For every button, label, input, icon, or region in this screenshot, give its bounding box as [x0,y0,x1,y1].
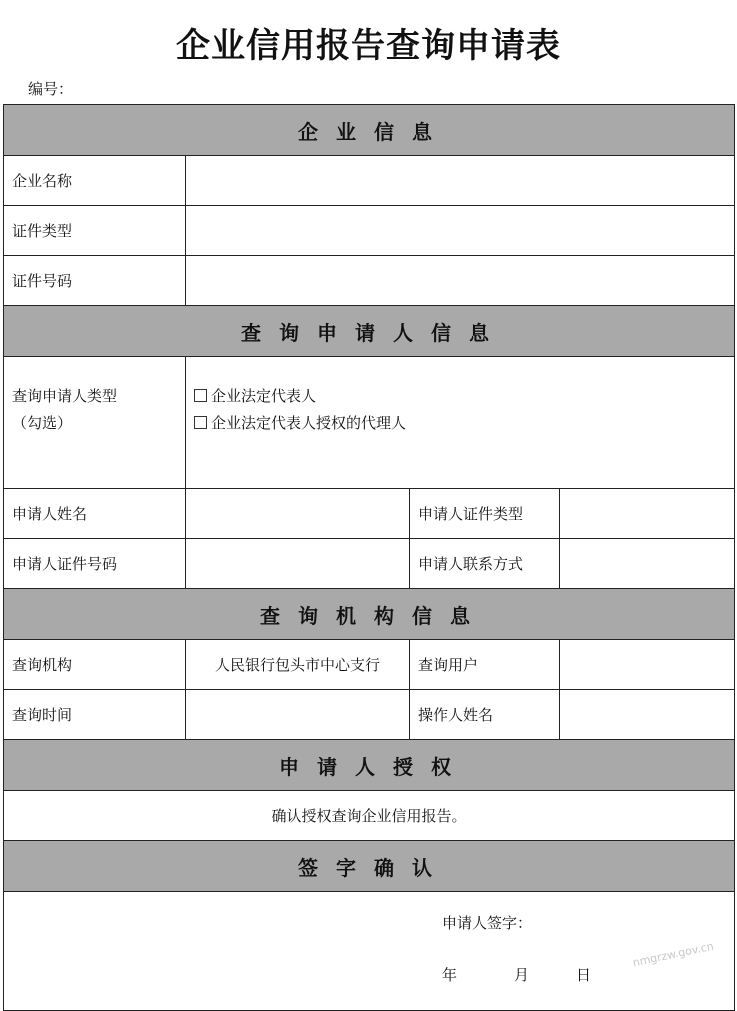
enterprise-cert-no-row [4,256,735,306]
authorization-text: 确认授权查询企业信用报告。 [4,791,735,841]
enterprise-cert-no-field[interactable] [186,256,735,306]
section-header-enterprise [4,105,735,156]
section-title-applicant: 查询申请人信息 [4,306,735,357]
enterprise-cert-no-label: 证件号码 [4,256,186,306]
applicant-cert-type-field[interactable] [560,489,735,539]
enterprise-cert-type-label: 证件类型 [4,206,186,256]
applicant-name-field[interactable] [186,489,410,539]
signature-area[interactable] [4,892,735,1011]
applicant-type-row [4,357,735,489]
institution-time-field[interactable] [186,690,410,740]
institution-user-field[interactable] [560,640,735,690]
applicant-cert-no-label: 申请人证件号码 [4,539,186,589]
section-header-authorization [4,740,735,791]
section-header-institution [4,589,735,640]
applicant-type-label: 查询申请人类型 [12,387,118,405]
application-form-table [3,104,735,1011]
institution-time-row [4,690,735,740]
applicant-type-hint: （勾选） [12,414,73,432]
checkbox-authorized-agent[interactable] [194,416,207,429]
applicant-type-options [186,357,735,489]
option-legal-representative-label: 企业法定代表人 [211,387,317,405]
enterprise-name-field[interactable] [186,156,735,206]
institution-org-row [4,640,735,690]
enterprise-cert-type-row [4,206,735,256]
applicant-cert-type-label: 申请人证件类型 [410,489,560,539]
applicant-contact-label: 申请人联系方式 [410,539,560,589]
signature-label: 申请人签字： [442,914,533,932]
option-authorized-agent[interactable] [194,410,726,437]
applicant-name-label: 申请人姓名 [4,489,186,539]
applicant-cert-no-row [4,539,735,589]
enterprise-name-label: 企业名称 [4,156,186,206]
option-authorized-agent-label: 企业法定代表人授权的代理人 [211,414,407,432]
section-title-enterprise: 企业信息 [4,105,735,156]
institution-org-label: 查询机构 [4,640,186,690]
applicant-cert-no-field[interactable] [186,539,410,589]
signature-row [4,892,735,1011]
section-header-signature [4,841,735,892]
option-legal-representative[interactable] [194,383,726,410]
applicant-contact-field[interactable] [560,539,735,589]
enterprise-cert-type-field[interactable] [186,206,735,256]
applicant-type-label-cell [4,357,186,489]
date-year-label: 年 [442,966,458,984]
watermark: nmgrzw.gov.cn [631,939,715,970]
serial-number-label: 编号： [28,80,74,98]
section-title-signature: 签字确认 [4,841,735,892]
enterprise-name-row [4,156,735,206]
institution-operator-field[interactable] [560,690,735,740]
institution-time-label: 查询时间 [4,690,186,740]
section-title-authorization: 申请人授权 [4,740,735,791]
date-day-label: 日 [576,966,592,984]
applicant-name-row [4,489,735,539]
signature-date [442,964,591,985]
authorization-row [4,791,735,841]
institution-org-field[interactable]: 人民银行包头市中心支行 [186,640,410,690]
date-month-label: 月 [514,966,530,984]
section-header-applicant [4,306,735,357]
form-title: 企业信用报告查询申请表 [176,26,561,66]
institution-user-label: 查询用户 [410,640,560,690]
section-title-institution: 查询机构信息 [4,589,735,640]
checkbox-legal-representative[interactable] [194,389,207,402]
institution-operator-label: 操作人姓名 [410,690,560,740]
